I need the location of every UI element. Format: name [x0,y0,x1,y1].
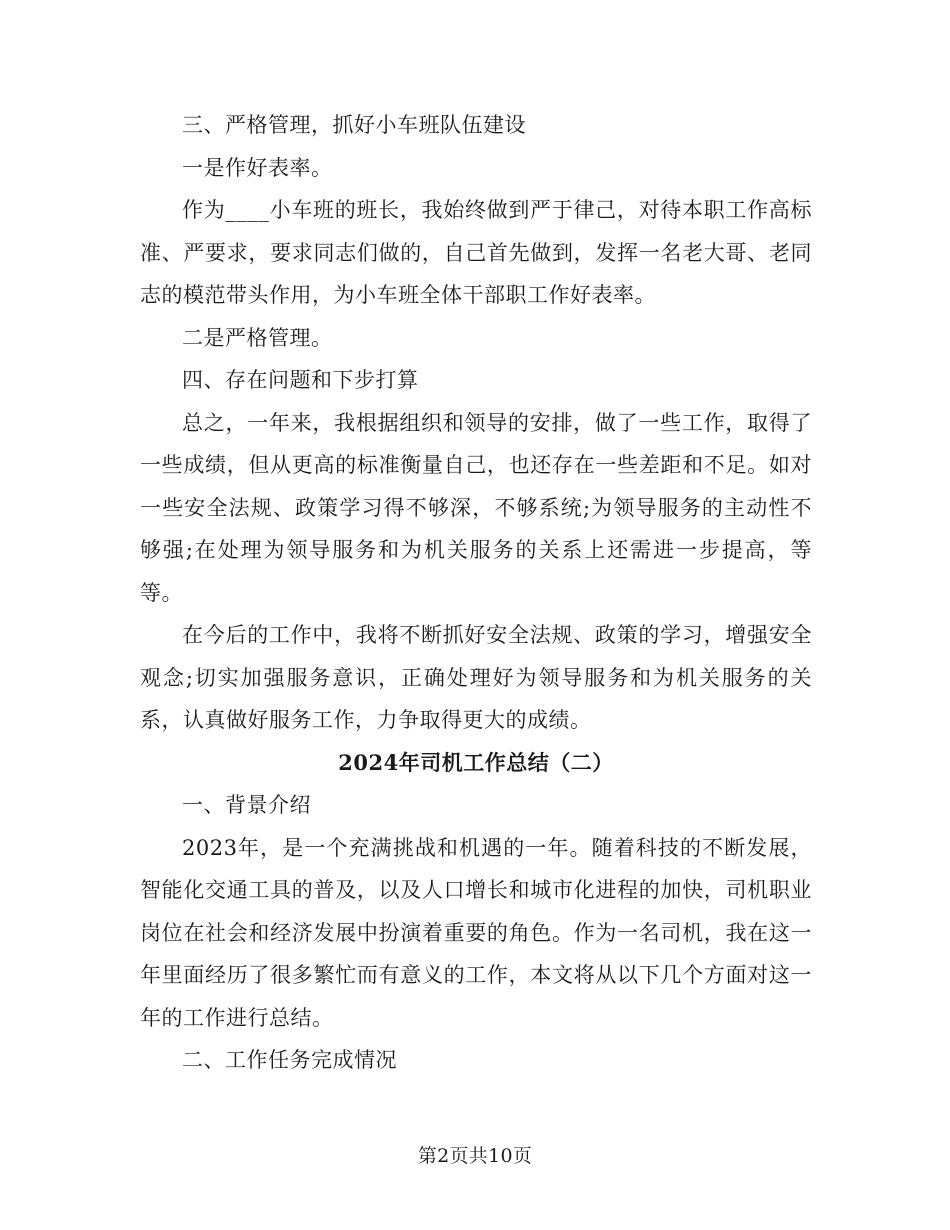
paragraph-team-leader: 作为____小车班的班长，我始终做到严于律己，对待本职工作高标准、严要求，要求同志们做的，自己首先做到，发挥一名老大哥、老同志的模范带头作用，为小车班全体干部职工作好表率。 [140,198,812,307]
section-heading-problems-plans: 四、存在问题和下步打算 [182,368,419,392]
document-title-part-two: 2024年司机工作总结（二） [338,749,614,775]
document-body [140,104,812,1082]
subheading-strict-management: 二是严格管理。 [182,325,333,350]
paragraph-summary-shortcomings: 总之，一年来，我根据组织和领导的安排，做了一些工作，取得了一些成绩，但从更高的标准衡量自己，也还存在一些差距和不足。如对一些安全法规、政策学习得不够深，不够系统;为领导服务的主动性不够强;在处理为领导服务和为机关服务的关系上还需进一步提高，等等。 [140,410,812,605]
paragraph-future-work: 在今后的工作中，我将不断抓好安全法规、政策的学习，增强安全观念;切实加强服务意识，正确处理好为领导服务和为机关服务的关系，认真做好服务工作，力争取得更大的成绩。 [140,623,812,732]
subheading-set-example: 一是作好表率。 [182,155,333,180]
page-number-footer: 第2页共10页 [417,1145,533,1167]
section-heading-task-completion: 二、工作任务完成情况 [182,1048,397,1072]
section-heading-background: 一、背景介绍 [182,793,311,817]
section-heading-strict-management: 三、严格管理，抓好小车班队伍建设 [182,113,526,137]
paragraph-background-2023: 2023年，是一个充满挑战和机遇的一年。随着科技的不断发展，智能化交通工具的普及，以及人口增长和城市化进程的加快，司机职业岗位在社会和经济发展中扮演着重要的角色。作为一名司机，我在这一年里面经历了很多繁忙而有意义的工作，本文将从以下几个方面对这一年的工作进行总结。 [140,835,812,1030]
